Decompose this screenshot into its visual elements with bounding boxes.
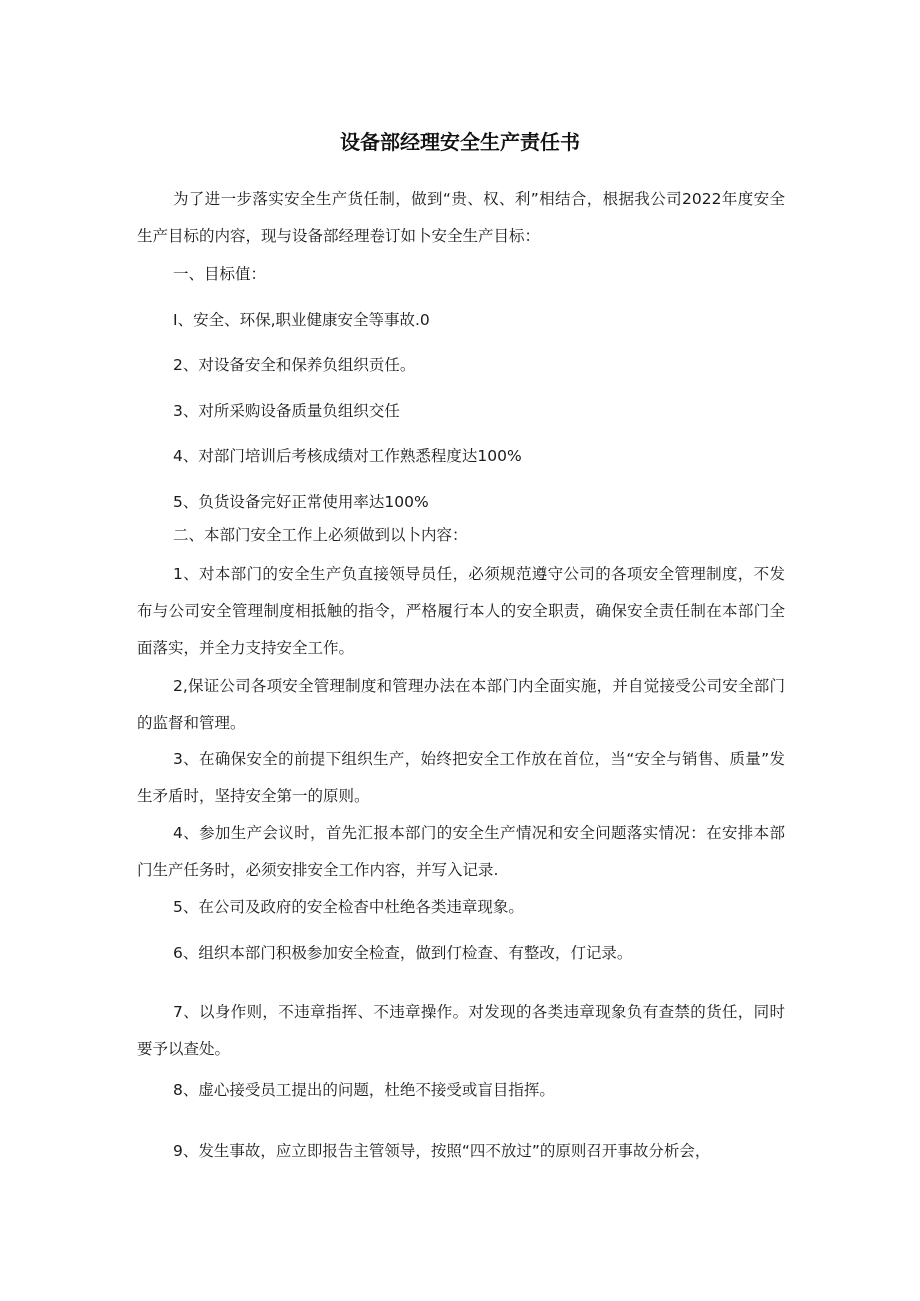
target-item-5: 5、负货设备完好正常使用率达100% [173,493,429,511]
duty-item-7: 7、以身作则，不违章指挥、不违章操作。对发现的各类违章现象负有查禁的货任，同时要予以查处。 [137,1003,785,1058]
document-title: 设备部经理安全生产责任书 [340,130,580,154]
target-item-1: I、安全、环保,职业健康安全等事故.0 [173,311,430,329]
duty-item-9: 9、发生事故，应立即报告主管领导，按照“四不放过”的原则召开事故分析会， [173,1142,711,1160]
section1-heading: 一、目标值： [173,265,267,283]
target-item-4: 4、对部门培训后考核成绩对工作熟悉程度达100% [173,447,522,465]
duty-item-6: 6、组织本部门积极参加安全检查，做到仃检查、有整改，仃记录。 [173,944,633,962]
target-item-3: 3、对所采购设备质量负组织交任 [173,402,400,420]
duty-item-1: 1、对本部门的安全生产负直接领导员任，必须规范遵守公司的各项安全管理制度，不发布与公司安全管理制度相抵触的指令，严格履行本人的安全职责，确保安全责任制在本部门全面落实，并全力支持安全工作。 [137,565,785,657]
target-item-2: 2、对设备安全和保养负组织贡任。 [173,356,416,374]
duty-item-5: 5、在公司及政府的安全检杳中杜绝各类违章现象。 [173,898,524,916]
intro-paragraph: 为了进一步落实安全生产货任制，做到“贵、权、利”相结合，根据我公司2022年度安全生产目标的内容，现与设备部经理卷订如卜安全生产目标： [137,190,785,245]
duty-item-4: 4、参加生产会议时，首先汇报本部门的安全生产情况和安全问题落实情况：在安排本部门生产任务时，必须安排安全工作内容，并写入记录. [137,824,785,879]
duty-item-2: 2,保证公司各项安全管理制度和管理办法在本部门内全面实施，并自觉接受公司安全部门的监督和管理。 [137,677,785,732]
duty-item-8: 8、虚心接受员工提出的问题，杜绝不接受或盲目指挥。 [173,1081,555,1099]
duty-item-3: 3、在确保安全的前提下组织生产，始终把安全工作放在首位，当“安全与销售、质量”发生矛盾时，坚持安全第一的原则。 [137,750,785,805]
section2-heading: 二、本部门安全工作上必须做到以卜内容： [173,526,468,544]
